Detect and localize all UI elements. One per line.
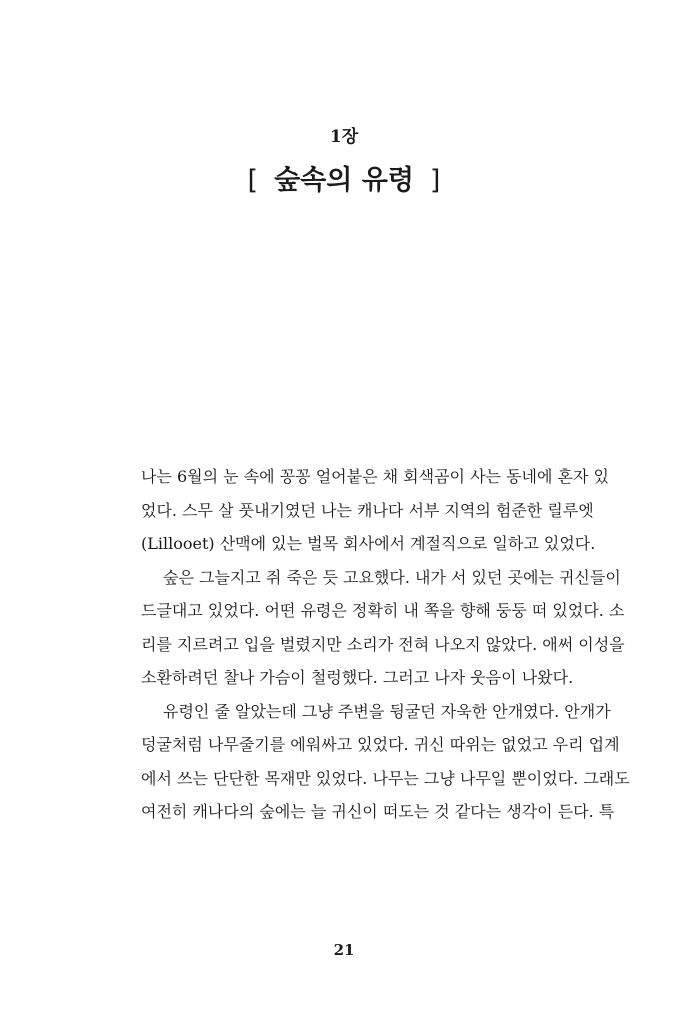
body-line: 여전히 캐나다의 숲에는 늘 귀신이 떠도는 것 같다는 생각이 든다. 특 — [141, 802, 615, 821]
body-line: 리를 지르려고 입을 벌렸지만 소리가 전혀 나오지 않았다. 애써 이성을 — [141, 634, 625, 654]
body-line: (Lillooet) 산맥에 있는 벌목 회사에서 계절직으로 일하고 있었다. — [141, 534, 596, 553]
body-line: 드글대고 있었다. 어떤 유령은 정확히 내 쪽을 향해 둥둥 떠 있었다. 소 — [141, 601, 625, 620]
body-line: 소환하려던 찰나 가슴이 철렁했다. 그러고 나자 웃음이 나왔다. — [141, 668, 574, 687]
body-line: 에서 쓰는 단단한 목재만 있었다. 나무는 그냥 나무일 뿐이었다. 그래도 — [141, 768, 630, 788]
title-bracket-close: ] — [429, 165, 441, 196]
body-text — [141, 460, 630, 829]
chapter-label: 1장 — [329, 127, 359, 147]
page-number: 21 — [333, 941, 355, 959]
body-line: 덩굴처럼 나무줄기를 에워싸고 있었다. 귀신 따위는 없었고 우리 업계 — [141, 735, 620, 754]
body-line: 었다. 스무 살 풋내기였던 나는 캐나다 서부 지역의 험준한 릴루엣 — [141, 500, 594, 520]
title-bracket-open: [ — [247, 165, 259, 196]
body-line: 나는 6월의 눈 속에 꽁꽁 얼어붙은 채 회색곰이 사는 동네에 혼자 있 — [141, 467, 609, 486]
chapter-title-text: 숲속의 유령 — [274, 165, 414, 196]
body-line: 유령인 줄 알았는데 그냥 주변을 뒹굴던 자욱한 안개였다. 안개가 — [163, 701, 611, 721]
chapter-title — [0, 164, 688, 198]
body-line: 숲은 그늘지고 쥐 죽은 듯 고요했다. 내가 서 있던 곳에는 귀신들이 — [163, 567, 621, 587]
